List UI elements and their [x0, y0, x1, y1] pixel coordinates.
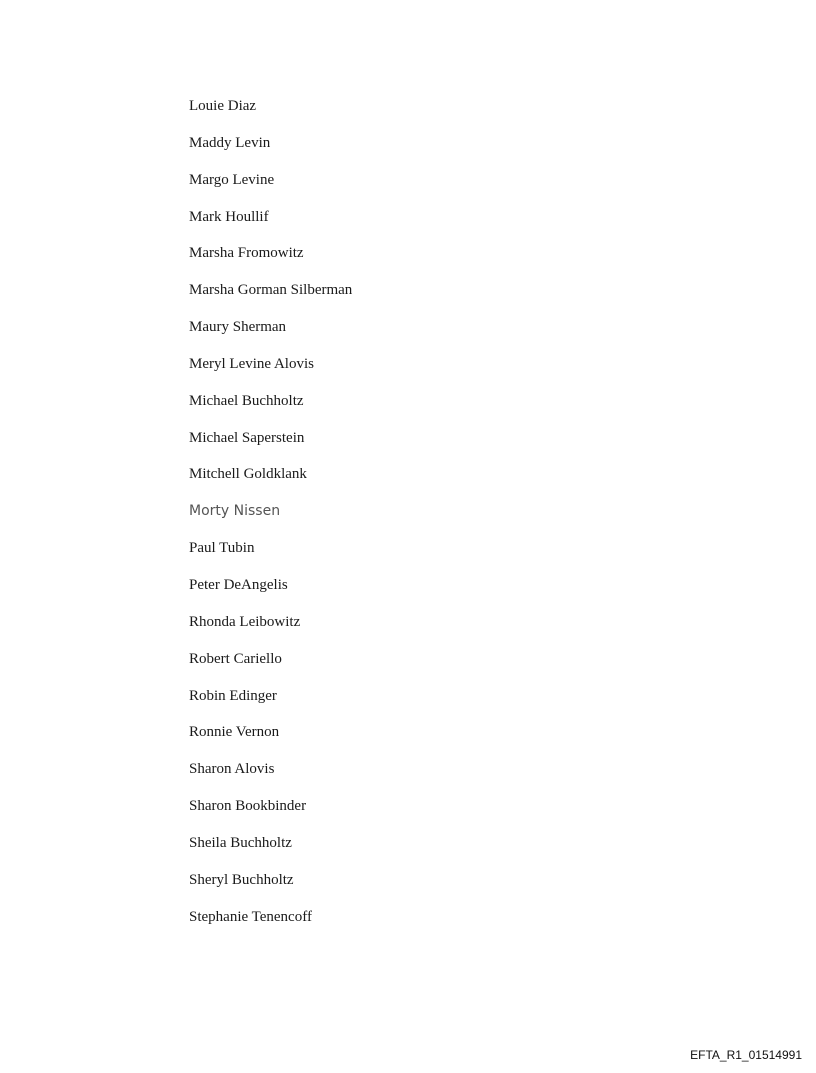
name-item: Maury Sherman — [189, 319, 287, 336]
document-id: EFTA_R1_01514991 — [690, 1048, 802, 1062]
name-item: Sharon Bookbinder — [189, 798, 307, 815]
name-item: Sharon Alovis — [189, 761, 275, 778]
name-item: Marsha Fromowitz — [189, 245, 304, 262]
name-item: Peter DeAngelis — [189, 576, 288, 593]
name-list — [189, 96, 352, 943]
name-item: Louie Diaz — [189, 98, 257, 114]
name-item: Ronnie Vernon — [189, 724, 280, 741]
name-item: Sheila Buchholtz — [189, 834, 292, 851]
name-item: Sheryl Buchholtz — [189, 871, 294, 888]
name-item: Meryl Levine Alovis — [189, 355, 314, 372]
name-item: Margo Levine — [189, 171, 275, 188]
name-item: Maddy Levin — [189, 134, 271, 151]
name-item: Mark Houllif — [189, 208, 269, 225]
name-item: Morty Nissen — [189, 503, 281, 520]
name-item: Robert Cariello — [189, 650, 282, 667]
name-item: Stephanie Tenencoff — [189, 908, 312, 925]
name-item: Paul Tubin — [189, 540, 255, 557]
name-item: Rhonda Leibowitz — [189, 613, 301, 630]
name-item: Michael Saperstein — [189, 429, 305, 446]
name-item: Michael Buchholtz — [189, 392, 304, 409]
name-item: Marsha Gorman Silberman — [189, 282, 353, 299]
name-item: Robin Edinger — [189, 687, 277, 704]
name-item: Mitchell Goldklank — [189, 466, 307, 483]
